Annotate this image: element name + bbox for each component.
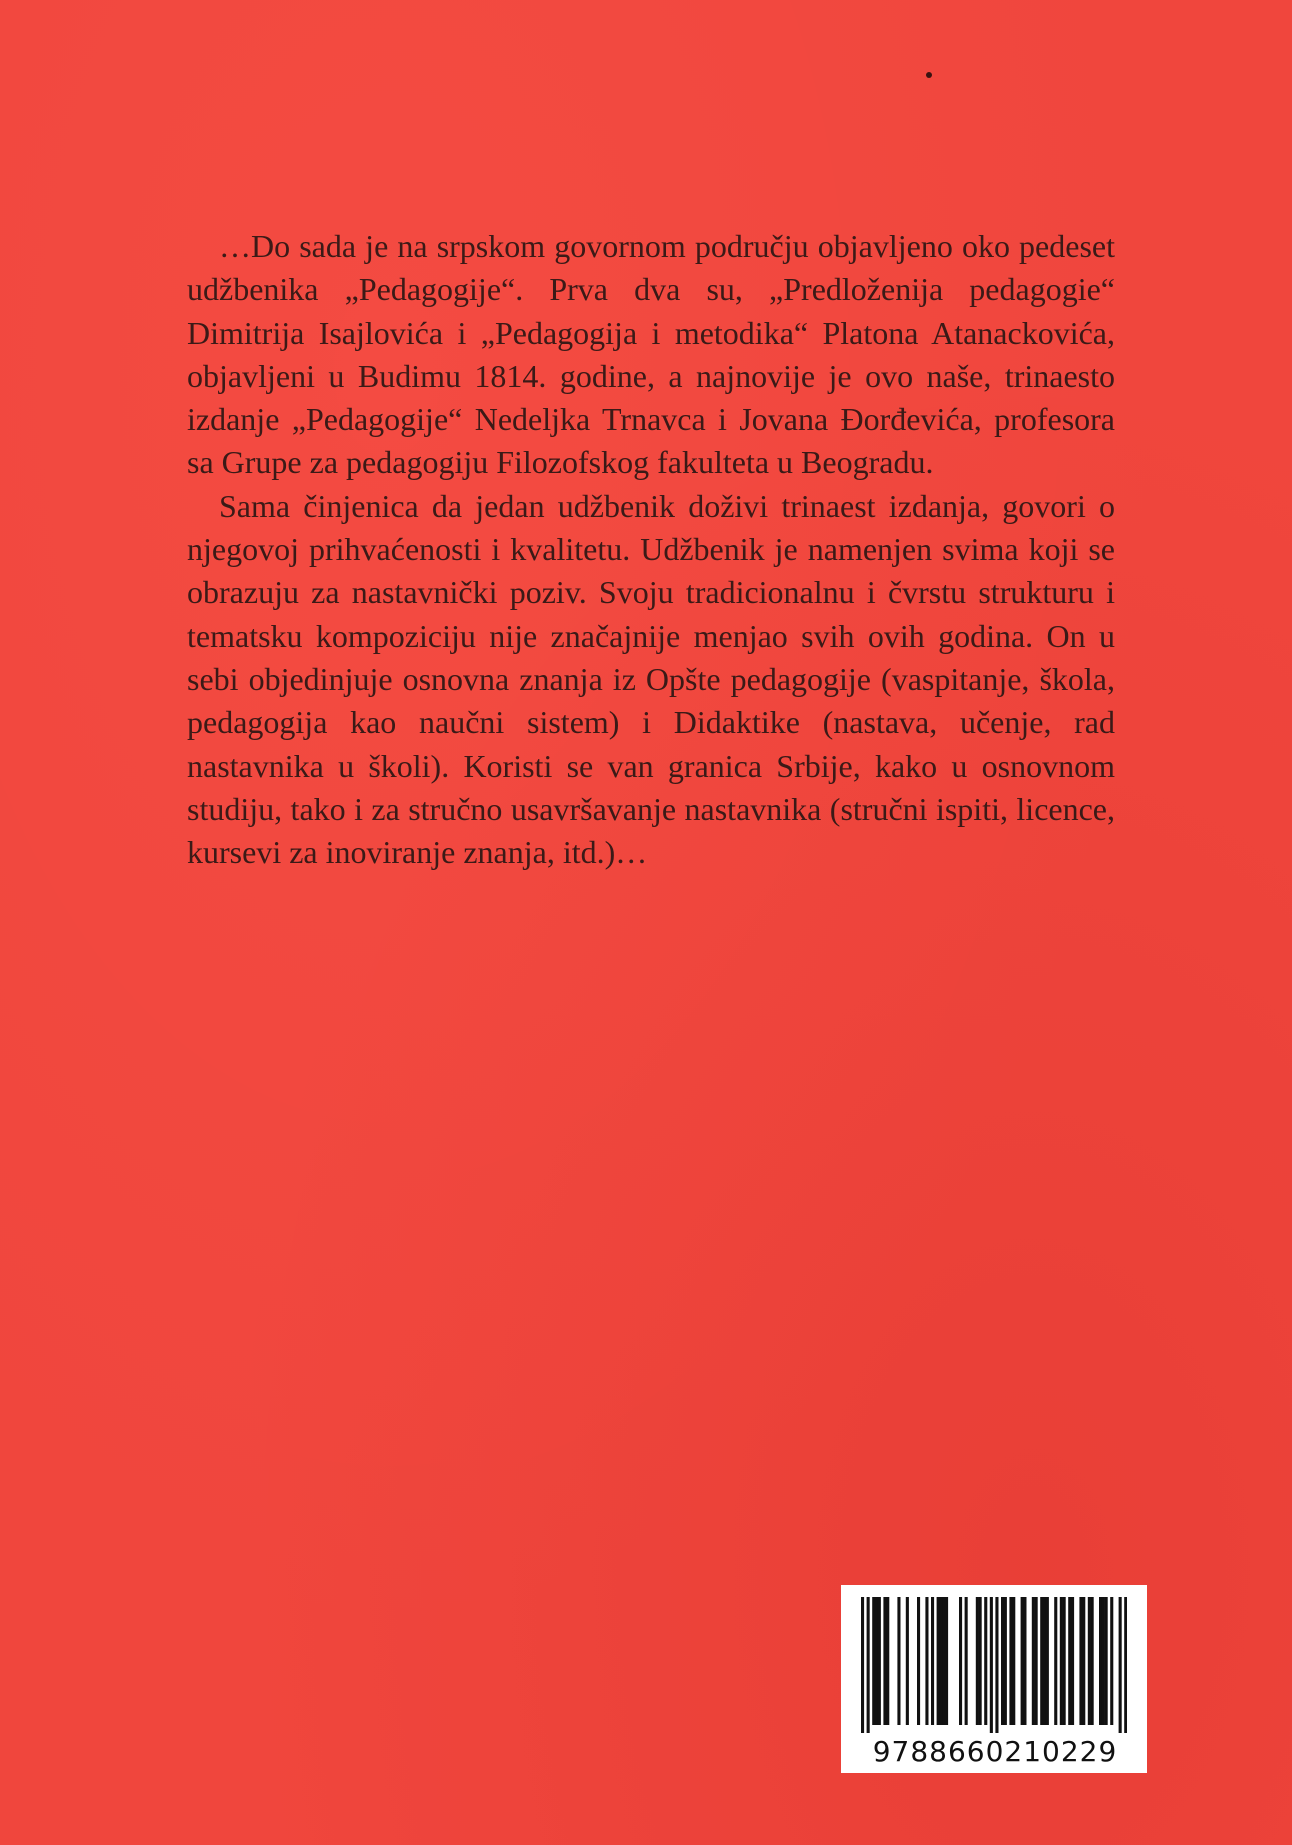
barcode-bar	[965, 1597, 968, 1725]
barcode-bar	[1079, 1597, 1082, 1725]
barcode-bar	[878, 1597, 881, 1725]
barcode-bar	[861, 1597, 864, 1733]
barcode-bars	[861, 1597, 1127, 1733]
barcode-bar	[937, 1597, 940, 1725]
barcode-bar	[886, 1597, 889, 1725]
barcode-bar	[875, 1597, 878, 1725]
isbn-barcode	[841, 1585, 1147, 1773]
barcode-bar	[1040, 1597, 1043, 1725]
barcode-bar	[1021, 1597, 1024, 1725]
barcode-bar	[1063, 1597, 1066, 1725]
barcode-bar	[984, 1597, 987, 1725]
barcode-bar	[1001, 1597, 1004, 1725]
barcode-bar	[995, 1597, 998, 1733]
barcode-bar	[942, 1597, 945, 1725]
barcode-bar	[1043, 1597, 1046, 1725]
isbn-digits: 9788660210229	[872, 1735, 1118, 1768]
barcode-bar	[979, 1597, 982, 1725]
barcode-bar	[959, 1597, 962, 1725]
barcode-bar	[990, 1597, 993, 1733]
barcode-bar	[1099, 1597, 1102, 1725]
barcode-bar	[1012, 1597, 1015, 1725]
barcode-bar	[1023, 1597, 1026, 1725]
barcode-bar	[906, 1597, 909, 1725]
barcode-bar	[1009, 1597, 1012, 1725]
barcode-bar	[1071, 1597, 1074, 1725]
barcode-bar	[1082, 1597, 1085, 1725]
barcode-bar	[1054, 1597, 1057, 1725]
barcode-bar	[1060, 1597, 1063, 1725]
barcode-bar	[976, 1597, 979, 1725]
print-speck	[926, 72, 932, 78]
barcode-bar	[897, 1597, 900, 1725]
barcode-bar	[939, 1597, 942, 1725]
barcode-bar	[1102, 1597, 1105, 1725]
barcode-bar	[945, 1597, 948, 1725]
barcode-bar	[1035, 1597, 1038, 1725]
barcode-bar	[917, 1597, 920, 1725]
barcode-bar	[1124, 1597, 1127, 1733]
barcode-bar	[867, 1597, 870, 1733]
barcode-bar	[883, 1597, 886, 1725]
blurb-text	[187, 225, 1115, 874]
barcode-bar	[1088, 1597, 1091, 1725]
barcode-bar	[1004, 1597, 1007, 1725]
barcode-bar	[1068, 1597, 1071, 1725]
barcode-bar	[1032, 1597, 1035, 1725]
blurb-paragraph-2: Sama činjenica da jedan udžbenik doživi trinaest izdanja, govori o njegovoj prihvaćenosti i kvalitetu. Udžbenik je namenjen svima koji se obrazuju za nastavnički poziv. Svoju tradicionalnu i čvrstu strukturu i tematsku kompoziciju nije značajnije menjao svih ovih godina. On u sebi objedinjuje osnovna znanja iz Opšte pedagogije (vaspitanje, škola, pedagogija kao naučni sistem) i Didaktike (nastava, učenje, rad nastavnika u školi). Koristi se van granica Srbije, kako u osnovnom studiju, tako i za stručno usavršavanje nastavnika (stručni ispiti, licence, kursevi za inoviranje znanja, itd.)…	[187, 487, 1115, 871]
barcode-bar	[872, 1597, 875, 1725]
blurb-paragraph-1: …Do sada je na srpskom govornom području objavljeno oko pedeset udžbenika „Pedagogije“. Prva dva su, „Predloženija pedagogie“ Dimitrija Isajlovića i „Pedagogija i metodika“ Platona Atanackovića, objavljeni u Budimu 1814. godine, a najnovije je ovo naše, trinaesto izdanje „Pedagogije“ Nedeljka Trnavca i Jovana Đorđevića, profesora sa Grupe za pedagogiju Filozofskog fakulteta u Beogradu.	[187, 228, 1115, 481]
barcode-bar	[1110, 1597, 1113, 1725]
barcode-bar	[1091, 1597, 1094, 1725]
barcode-bar	[925, 1597, 928, 1725]
barcode-bar	[1046, 1597, 1049, 1725]
barcode-bar	[1105, 1597, 1108, 1725]
barcode-bar	[1119, 1597, 1122, 1733]
barcode-bar	[931, 1597, 934, 1725]
